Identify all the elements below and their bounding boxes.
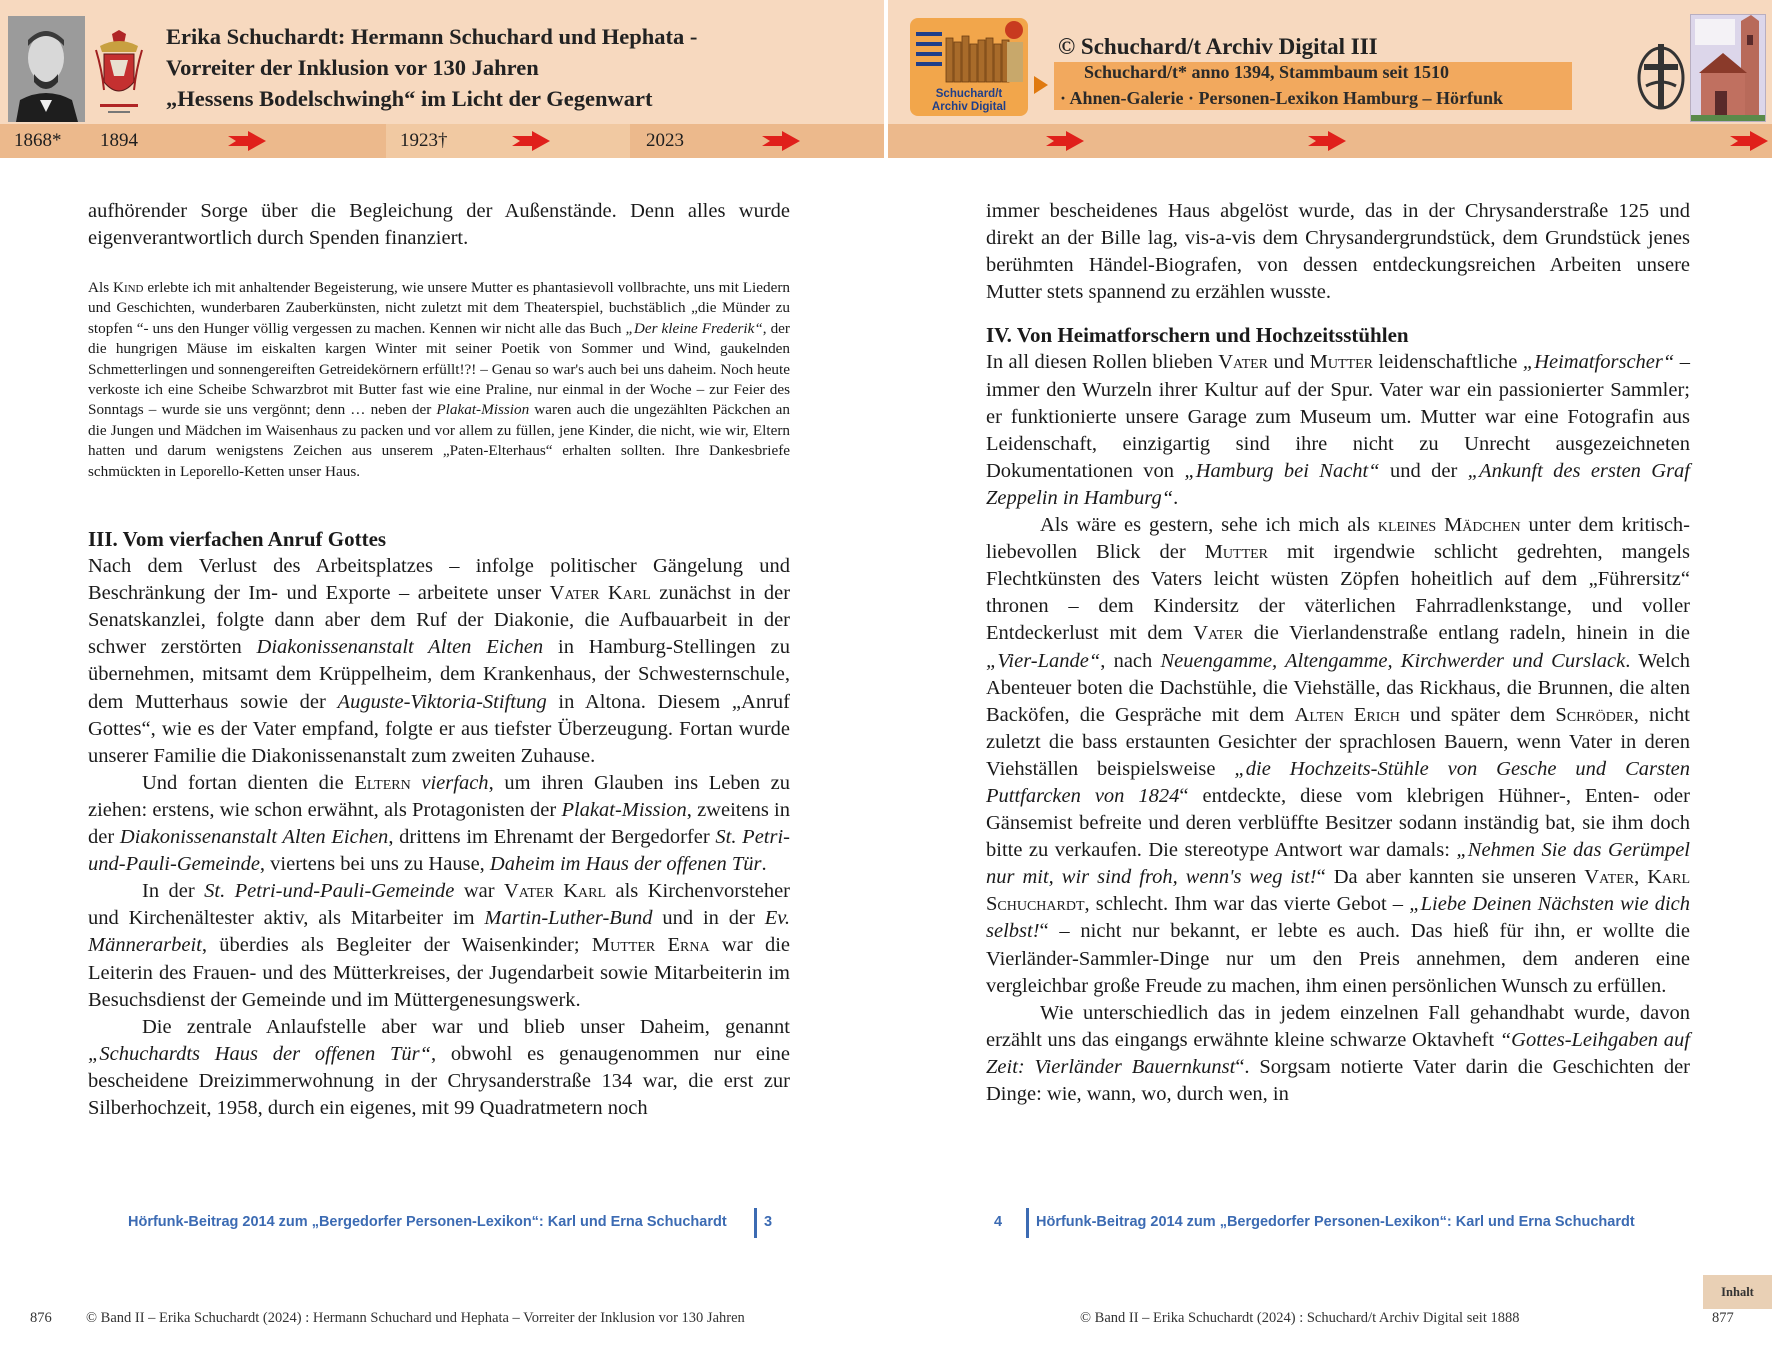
text-run: Nach dem Verlust des Arbeitsplatzes – infolge politischer Gängelung und Beschränkung der Im- und Exporte – arbeitete unser — [88, 555, 790, 605]
text-run: . Welch Abenteuer boten die Dachstühle, die Viehställe, das Rickhaus, die Brunnen, die alten Backöfen, die Gespräche mit dem — [986, 649, 1691, 726]
text-run: Plakat-Mission — [436, 401, 530, 419]
text-run: Als wäre es gestern, sehe ich mich als — [1040, 514, 1378, 537]
text-run: Mutter — [1204, 541, 1269, 564]
text-run: Und fortan dienten die — [142, 771, 355, 794]
text-run: , überdies als Begleiter der Waisenkinder; — [201, 934, 592, 957]
header-title-line-3: „Hessens Bodelschwingh“ im Licht der Gegenwart — [166, 86, 653, 111]
left-bottom-copyright: © Band II – Erika Schuchardt (2024) : Hermann Schuchard und Hephata – Vorreiter der Inklusion vor 130 Jahren — [86, 1310, 745, 1326]
text-run: Schröder — [1555, 703, 1634, 726]
text-run: Vater, Karl Schuchardt — [986, 866, 1691, 916]
church-building-icon — [1690, 14, 1766, 122]
text-run: “ Da aber kannten sie unseren — [1316, 866, 1585, 889]
text-run: Mutter — [1309, 351, 1374, 374]
text-run: in Hamburg-Stellingen zu übernehmen, mitsamt dem Krüppelheim, dem Krankenhaus, der Schwesternschule, dem Mutterhaus sowie der — [88, 636, 790, 713]
text-run: Auguste-Viktoria-Stiftung — [337, 690, 547, 713]
text-run: , drittens im Ehrenamt der Bergedorfer — [388, 826, 716, 849]
left-paragraph-1 — [88, 553, 790, 770]
text-run: als Kirchenvorsteher und Kirchenältester aktiv, als Mitarbeiter im — [88, 880, 790, 930]
text-run: “ entdeckte, diese vom klebrigen Hühner-, Enten- oder Gänsemist befreite und deren verblüffte Besitzer sodann inständig bat, sie ihm doch bitte zu verkaufen. Die stereotype Antwort war damals: — [986, 784, 1690, 862]
timeline-year-1894: 1894 — [100, 130, 138, 151]
contents-button[interactable]: Inhalt — [1703, 1275, 1772, 1309]
left-paragraph-4 — [88, 1014, 790, 1122]
left-childhood-box — [88, 278, 790, 482]
text-run: Mutter Erna — [591, 934, 710, 957]
text-run: Wie unterschiedlich das in jedem einzelnen Fall gehandhabt wurde, davon erzählt uns das eingangs erwähnte kleine schwarze Oktavheft — [986, 1001, 1690, 1051]
right-paragraph-0: immer bescheidenes Haus abgelöst wurde, das in der Chrysanderstraße 125 und direkt an der Bille lag, vis-a-vis dem Chrysandergrundstück, dem Grundstück jenes berühmten Händel-Biografen, von dessen entdeckungsreichen Arbeiten unsere Mutter stets spannend zu erzählen wusste. — [986, 200, 1690, 304]
text-run: „Liebe Deinen Nächsten wie dich selbst! — [986, 893, 1691, 943]
diakonie-cross-icon — [1636, 38, 1686, 112]
text-run: die Vierlandenstraße entlang radeln, hinein in die — [1243, 622, 1691, 645]
archive-subtitle-1: Schuchard/t* anno 1394, Stammbaum seit 1510 — [1084, 62, 1450, 82]
text-run: , nach — [1100, 649, 1161, 672]
text-run: Ev. Männerarbeit — [88, 907, 791, 957]
footer-divider — [1026, 1208, 1029, 1238]
text-run: „Der kleine Frederik“ — [625, 319, 763, 337]
timeline-arrow-icon — [1308, 131, 1346, 151]
text-run: St. Petri-und-Pauli-Gemeinde — [88, 826, 790, 876]
section-heading-iii: III. Vom vierfachen Anruf Gottes — [88, 527, 387, 551]
text-run: In der — [142, 880, 205, 903]
archive-logo-text-1: Schuchard/t — [935, 88, 1003, 100]
left-text-main — [88, 526, 790, 1122]
section-heading-iv: IV. Von Heimatforschern und Hochzeitsstühlen — [986, 323, 1409, 348]
text-run: zunächst in der Senatskanzlei, folgte dann aber dem Ruf der Diakonie, die Aufbauarbeit in der schwer zerstörten — [88, 582, 791, 659]
archive-subtitle-2: · Ahnen-Galerie · Personen-Lexikon Hamburg – Hörfunk — [1060, 88, 1504, 108]
text-run: „Hamburg bei Nacht“ — [1184, 459, 1380, 482]
right-paragraph-3 — [986, 1000, 1690, 1108]
text-run: Daheim im Haus der offenen Tür — [489, 853, 762, 876]
timeline-year-death: 1923† — [400, 130, 448, 151]
text-run: In all diesen Rollen blieben — [986, 351, 1219, 374]
left-bottom-page-number: 876 — [30, 1310, 52, 1326]
text-run: leidenschaftliche — [1373, 351, 1523, 374]
text-run: Vater Karl — [549, 582, 651, 605]
text-run: , obwohl es genaugenommen nur eine bescheidene Dreizimmerwohnung in der Chrysanderstraße 134 war, die erst zur Silberhochzeit, 1958, durch ein eigenes, mit 99 Quadratmetern noch — [88, 1042, 790, 1119]
text-run: Vater — [1218, 351, 1269, 374]
timeline-arrow-icon — [762, 131, 800, 151]
text-run: “. Sorgsam notierte Vater darin die Geschichten der Dinge: wie, wann, wo, durch wen, in — [986, 1055, 1690, 1105]
text-run: , zweitens in der — [88, 798, 790, 849]
text-run: und in der — [652, 907, 765, 930]
right-paragraph-2 — [986, 512, 1690, 1000]
text-run: Die zentrale Anlaufstelle aber war und blieb unser Daheim, genannt — [142, 1015, 790, 1038]
text-run: , schlecht. Ihm war das vierte Gebot – — [1084, 893, 1410, 916]
text-run: Plakat-Mission — [561, 798, 687, 821]
left-footer-text: Hörfunk-Beitrag 2014 zum „Bergedorfer Personen-Lexikon“: Karl und Erna Schuchardt — [128, 1214, 727, 1230]
text-run: unter dem kritisch-liebevollen Blick der — [986, 514, 1690, 564]
text-run: Vater Karl — [504, 880, 607, 903]
timeline-year-birth: 1868* — [14, 130, 62, 151]
coat-of-arms-icon — [94, 30, 144, 120]
text-run: und — [1268, 351, 1310, 374]
text-run: St. Petri-und-Pauli-Gemeinde — [204, 880, 455, 903]
text-run: war die Leiterin des Frauen- und des Mütterkreises, der Jugendarbeit sowie Mitarbeiterin im Besuchsdienst der Gemeinde und im Müttergenesungswerk. — [88, 934, 790, 1011]
timeline-arrow-icon — [1730, 131, 1768, 151]
right-footer-text: Hörfunk-Beitrag 2014 zum „Bergedorfer Personen-Lexikon“: Karl und Erna Schuchardt — [1036, 1214, 1635, 1230]
text-run: und später dem — [1399, 703, 1556, 726]
page-divider — [884, 0, 888, 158]
right-text-main — [986, 198, 1690, 1108]
header-title-line-1: Erika Schuchardt: Hermann Schuchard und Hephata - — [166, 24, 698, 49]
text-run: Diakonissenanstalt Alten Eichen — [256, 636, 544, 659]
header-title-line-2: Vorreiter der Inklusion vor 130 Jahren — [166, 55, 539, 80]
text-run: „Nehmen Sie das Gerümpel nur mit, wir sind froh, wenn's weg ist! — [986, 839, 1690, 889]
text-run: „Ankunft des ersten Graf Zeppelin in Hamburg“ — [986, 459, 1690, 509]
archive-title: © Schuchard/t Archiv Digital III — [1058, 34, 1378, 59]
text-run: Martin-Luther-Bund — [484, 907, 653, 930]
text-run: in Altona. Diesem „Anruf Gottes“, wie es der Vater empfand, folgte er aus tiefster Überzeugung. Fortan wurde unserer Familie die Diakonissenanstalt zum zweiten Zuhause. — [88, 690, 790, 767]
text-run: war — [454, 880, 504, 903]
text-run: Vater — [1193, 622, 1244, 645]
text-run: , viertens bei uns zu Hause, — [259, 853, 490, 876]
text-run: kleines Mädchen — [1377, 514, 1521, 537]
text-run: erlebte ich mit anhaltender Begeisterung, wie unsere Mutter es phantasievoll vollbrachte, uns mit Liedern und Geschichten, wunderbaren Zauberkünsten, nicht zuletzt mit dem Theaterspiel, buchstäblich „die Münder zu stopfen “- uns den Hunger völlig vergessen zu machen. Kennen wir nicht alle das Buch — [88, 279, 790, 337]
text-run: „die Hochzeits-Stühle von Gesche und Carsten Puttfarcken von 1824 — [986, 757, 1691, 807]
archive-books-logo-icon[interactable] — [910, 18, 1028, 116]
text-run: waren auch die ungezählten Päckchen an die Jungen und Mädchen im Waisenhaus zu packen und vor allem zu füllen, jene Kinder, die nicht, wie wir, Eltern hatten und darum wenigstens Zeichen aus unserem „Paten-Elterhaus“ erhalten sollten. Ihre Dankesbriefe schmückten in Leporello-Ketten unser Haus. — [88, 401, 790, 480]
timeline-year-2023: 2023 — [646, 130, 684, 151]
text-run: „Schuchardts Haus der offenen Tür“ — [88, 1042, 431, 1065]
right-footer-page: 4 — [994, 1214, 1003, 1230]
text-run: und der — [1379, 459, 1468, 482]
right-bottom-copyright: © Band II – Erika Schuchardt (2024) : Schuchard/t Archiv Digital seit 1888 — [1080, 1310, 1520, 1326]
text-run: mit irgendwie schlicht gedrehten, mangels Flechtkünsten des Vaters leicht wüsten Zöpfen hoheitlich auf dem „Führersitz“ thronen – dem Kindersitz der väterlichen Fahrradlenkstange, und voller Entdeckerlust mit dem — [986, 541, 1690, 645]
text-run: „Heimatforscher“ — [1522, 351, 1675, 374]
text-run: Eltern — [354, 771, 411, 794]
text-run: Als — [88, 279, 113, 296]
right-paragraph-1 — [986, 349, 1690, 512]
text-run: – immer den Wurzeln ihrer Kultur auf der Spur. Vater war ein passionierter Sammler; er funktionierte unsere Garage zum Museum um. Mutter war eine Fotografin aus Leidenschaft, einzigartig sind ihre nicht zu Unrecht ausgezeichneten Dokumentationen von — [986, 351, 1690, 482]
text-run: . — [761, 853, 767, 876]
left-text-intro — [88, 198, 790, 252]
left-paragraph-0: aufhörender Sorge über die Begleichung der Außenstände. Denn alles wurde eigenverantwortlich durch Spenden finanziert. — [88, 200, 790, 250]
text-run: vierfach — [421, 771, 489, 794]
archive-logo-text-2: Archiv Digital — [931, 101, 1007, 113]
timeline-arrow-icon — [512, 131, 550, 151]
footer-divider — [754, 1208, 757, 1238]
play-arrow-icon — [1034, 76, 1048, 94]
text-run: , nicht zuletzt die bass erstaunten Gesichter der sprachlosen Bauern, wenn Vater in deren Viehställen beispielsweise — [986, 703, 1690, 780]
portrait-photo-icon — [8, 16, 85, 122]
left-paragraph-3 — [88, 878, 790, 1013]
text-run: , der die hungrigen Mäuse im eiskalten kargen Winter mit seiner Poetik von Sommer und Wind, gaukelnden Schmetterlingen und sonnengereiften Getreidekörnern erfüllt!?! – Genau so war's auch bei uns daheim. Noch heute verkoste ich eine Scheibe Schwarzbrot mit Butter fast wie eine Praline, nur einmal in der Woche – zur Feier des Sonntags – wurde sie uns vergönnt; denn … neben der — [88, 319, 790, 419]
timeline-arrow-icon — [228, 131, 266, 151]
text-run: . — [1173, 486, 1179, 509]
timeline-arrow-icon — [1046, 131, 1084, 151]
text-run: “Gottes-Leihgaben auf Zeit: Vierländer Bauernkunst — [986, 1028, 1690, 1078]
text-run: Diakonissenanstalt Alten Eichen — [119, 826, 389, 849]
text-run: “ – nicht nur bekannt, er lebte es auch. Das hieß für ihn, er wollte die Vierländer-Sammler-Dinge nur um den Preis annehmen, dem anderen eine vergleichbar große Freude zu machen, ihm einen persönlichen Wunsch zu erfüllen. — [986, 920, 1690, 997]
left-footer-page: 3 — [764, 1214, 773, 1230]
text-run: Neuengamme, Altengamme, Kirchwerder und Curslack — [1160, 649, 1626, 672]
text-run: „Vier-Lande“ — [986, 649, 1101, 672]
left-paragraph-2 — [88, 770, 790, 878]
text-run: Alten Erich — [1294, 703, 1400, 726]
text-run: Kind — [112, 279, 144, 296]
text-run: , um ihren Glauben ins Leben zu ziehen: erstens, wie schon erwähnt, als Protagonisten der — [88, 771, 791, 821]
right-bottom-page-number: 877 — [1712, 1310, 1734, 1326]
